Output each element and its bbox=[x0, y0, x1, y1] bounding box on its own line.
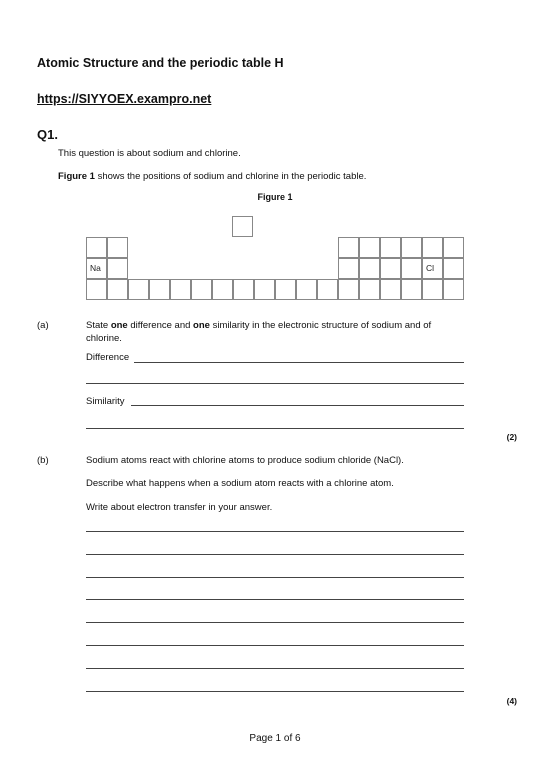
part-b-answer-line[interactable] bbox=[86, 531, 464, 532]
figure-reference bbox=[58, 171, 366, 182]
part-b-line-3: Write about electron transfer in your answer. bbox=[86, 502, 273, 513]
periodic-table-cell bbox=[107, 258, 128, 279]
periodic-table-cell bbox=[401, 237, 422, 258]
part-a-bold-one: one bbox=[110, 320, 128, 331]
periodic-table-cell bbox=[380, 237, 401, 258]
periodic-table-cell bbox=[128, 279, 149, 300]
part-b-marks: (4) bbox=[506, 696, 517, 706]
part-b-answer-line[interactable] bbox=[86, 554, 464, 555]
difference-answer-line-1[interactable] bbox=[134, 362, 464, 363]
periodic-table-cell bbox=[296, 279, 317, 300]
periodic-table-cell bbox=[107, 279, 128, 300]
periodic-table-cell bbox=[233, 279, 254, 300]
part-a-text-2: difference and bbox=[127, 320, 194, 331]
periodic-table-cell bbox=[254, 279, 275, 300]
part-b-line-2: Describe what happens when a sodium atom reacts with a chlorine atom. bbox=[86, 478, 394, 489]
part-b-answer-line[interactable] bbox=[86, 668, 464, 669]
periodic-cell-sodium bbox=[86, 258, 107, 279]
part-a-question-cont: chlorine. bbox=[86, 333, 122, 344]
periodic-table-cell bbox=[107, 237, 128, 258]
periodic-table-cell bbox=[149, 279, 170, 300]
part-a-bold-two: one bbox=[193, 320, 210, 331]
periodic-table-cell bbox=[338, 237, 359, 258]
periodic-table-cell bbox=[359, 279, 380, 300]
part-b-line-1: Sodium atoms react with chlorine atoms to produce sodium chloride (NaCl). bbox=[86, 455, 404, 466]
similarity-answer-line-2[interactable] bbox=[86, 428, 464, 429]
periodic-table-cell bbox=[401, 279, 422, 300]
periodic-table-cell bbox=[443, 237, 464, 258]
periodic-table-cell bbox=[86, 237, 107, 258]
difference-label: Difference bbox=[86, 352, 130, 363]
question-number: Q1. bbox=[37, 127, 58, 142]
figure-title: Figure 1 bbox=[257, 192, 293, 202]
difference-answer-line-2[interactable] bbox=[86, 383, 464, 384]
periodic-table-cell bbox=[359, 258, 380, 279]
part-a-marks: (2) bbox=[506, 432, 517, 442]
similarity-answer-line-1[interactable] bbox=[131, 405, 464, 406]
part-a-label: (a) bbox=[37, 320, 49, 331]
part-b-label: (b) bbox=[37, 455, 49, 466]
part-b-answer-line[interactable] bbox=[86, 691, 464, 692]
periodic-table-cell bbox=[338, 258, 359, 279]
part-a-question bbox=[86, 320, 431, 331]
periodic-table-cell bbox=[275, 279, 296, 300]
figure-ref-text: shows the positions of sodium and chlorine in the periodic table. bbox=[94, 171, 367, 182]
periodic-table-cell bbox=[380, 279, 401, 300]
periodic-table-cell bbox=[317, 279, 338, 300]
periodic-table-cell bbox=[443, 279, 464, 300]
periodic-table-cell bbox=[86, 279, 107, 300]
periodic-table-cell bbox=[443, 258, 464, 279]
part-b-answer-line[interactable] bbox=[86, 622, 464, 623]
periodic-table-cell bbox=[212, 279, 233, 300]
periodic-table-cell bbox=[422, 237, 443, 258]
periodic-table-cell bbox=[380, 258, 401, 279]
periodic-table-cell bbox=[338, 279, 359, 300]
element-symbol: Na bbox=[90, 263, 101, 273]
document-title: Atomic Structure and the periodic table H bbox=[37, 56, 284, 70]
periodic-cell-hydrogen bbox=[232, 216, 253, 237]
periodic-table-cell bbox=[191, 279, 212, 300]
periodic-table-cell bbox=[359, 237, 380, 258]
periodic-cell-chlorine bbox=[422, 258, 443, 279]
periodic-table-cell bbox=[422, 279, 443, 300]
periodic-table-cell bbox=[170, 279, 191, 300]
part-a-text-1: State bbox=[86, 320, 111, 331]
figure-ref-bold: Figure 1 bbox=[58, 171, 95, 182]
page-number: Page 1 of 6 bbox=[249, 733, 301, 744]
part-b-answer-line[interactable] bbox=[86, 599, 464, 600]
part-b-answer-line[interactable] bbox=[86, 645, 464, 646]
exampro-link[interactable]: https://SIYYOEX.exampro.net bbox=[37, 92, 212, 106]
similarity-label: Similarity bbox=[86, 396, 125, 407]
part-b-answer-line[interactable] bbox=[86, 577, 464, 578]
periodic-table-cell bbox=[401, 258, 422, 279]
part-a-text-3: similarity in the electronic structure of sodium and of bbox=[209, 320, 432, 331]
question-intro: This question is about sodium and chlorine. bbox=[58, 148, 241, 159]
element-symbol: Cl bbox=[426, 263, 435, 273]
